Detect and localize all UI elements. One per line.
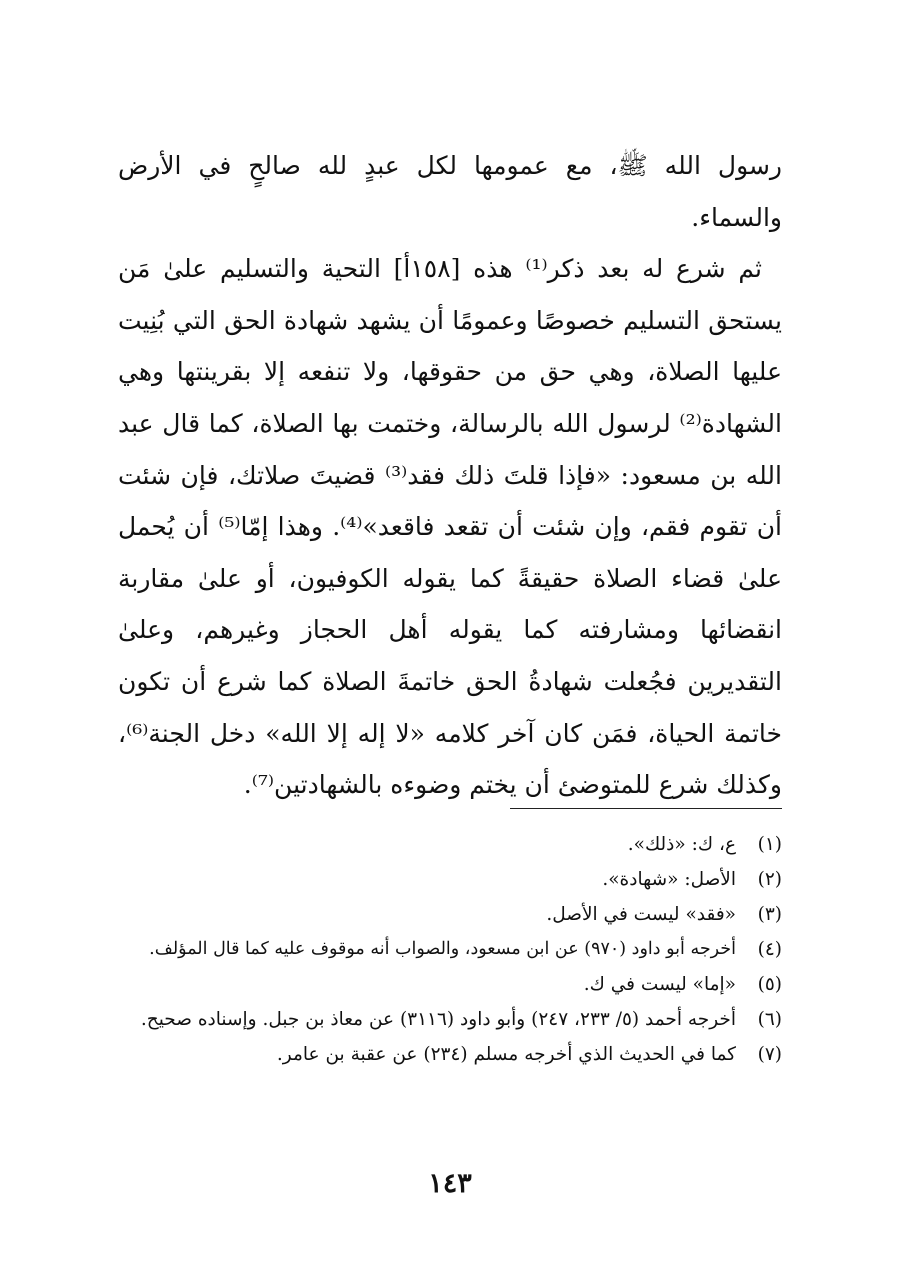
- paragraph-2: ثم شرع له بعد ذكر⁽¹⁾ هذه [١٥٨أ] التحية والتسليم علىٰ مَن يستحق التسليم خصوصًا وعمومًا أن يشهد شهادة الحق التي بُنِيت عليها الصلاة، وهي حق من حقوقها، ولا تنفعه إلا بقرينتها وهي الشهادة⁽²⁾ لرسول الله بالرسالة، وختمت بها الصلاة، كما قال عبد الله بن مسعود: «فإذا قلتَ ذلك فقد⁽³⁾ قضيتَ صلاتك، فإن شئت أن تقوم فقم، وإن شئت أن تقعد فاقعد»⁽⁴⁾. وهذا إمّا⁽⁵⁾ أن يُحمل علىٰ قضاء الصلاة حقيقةً كما يقوله الكوفيون، أو علىٰ مقاربة انقضائها ومشارفته كما يقوله أهل الحجاز وغيرهم، وعلىٰ التقديرين فجُعلت شهادةُ الحق خاتمةَ الصلاة كما شرع أن تكون خاتمة الحياة، فمَن كان آخر كلامه «لا إله إلا الله» دخل الجنة⁽⁶⁾، وكذلك شرع للمتوضئ أن يختم وضوءه بالشهادتين⁽⁷⁾.: [118, 254, 783, 800]
- footnote-number: (٥): [757, 974, 782, 995]
- footnote-text: ع، ك: «ذلك».: [627, 834, 736, 855]
- footnote-1: [118, 828, 782, 861]
- paragraph-1: رسول الله ﷺ، مع عمومها لكل عبدٍ لله صالحٍ في الأرض والسماء.: [118, 151, 782, 232]
- footnote-3: [118, 898, 782, 931]
- footnote-separator: [510, 808, 782, 809]
- footnote-7: [118, 1038, 782, 1071]
- footnote-text: أخرجه أحمد (٥/ ٢٣٣، ٢٤٧) وأبو داود (٣١١٦) عن معاذ بن جبل. وإسناده صحيح.: [140, 1009, 736, 1030]
- footnote-5: [118, 968, 782, 1001]
- footnote-text: «فقد» ليست في الأصل.: [546, 904, 736, 925]
- footnote-number: (٦): [757, 1009, 782, 1030]
- footnote-4: [118, 933, 782, 966]
- footnote-number: (٢): [757, 869, 782, 890]
- footnote-text: أخرجه أبو داود (٩٧٠) عن ابن مسعود، والصواب أنه موقوف عليه كما قال المؤلف.: [149, 939, 736, 959]
- footnote-2: [118, 863, 782, 896]
- footnotes: [118, 828, 782, 1073]
- footnote-number: (١): [757, 834, 782, 855]
- footnote-text: الأصل: «شهادة».: [602, 869, 736, 890]
- footnote-number: (٣): [757, 904, 782, 925]
- footnote-text: كما في الحديث الذي أخرجه مسلم (٢٣٤) عن عقبة بن عامر.: [276, 1044, 736, 1065]
- footnote-number: (٧): [757, 1044, 782, 1065]
- footnote-6: [118, 1003, 782, 1036]
- footnote-number: (٤): [757, 939, 782, 960]
- footnote-text: «إما» ليست في ك.: [583, 974, 736, 995]
- main-text: [118, 140, 782, 811]
- page-number: ١٤٣: [428, 1168, 472, 1199]
